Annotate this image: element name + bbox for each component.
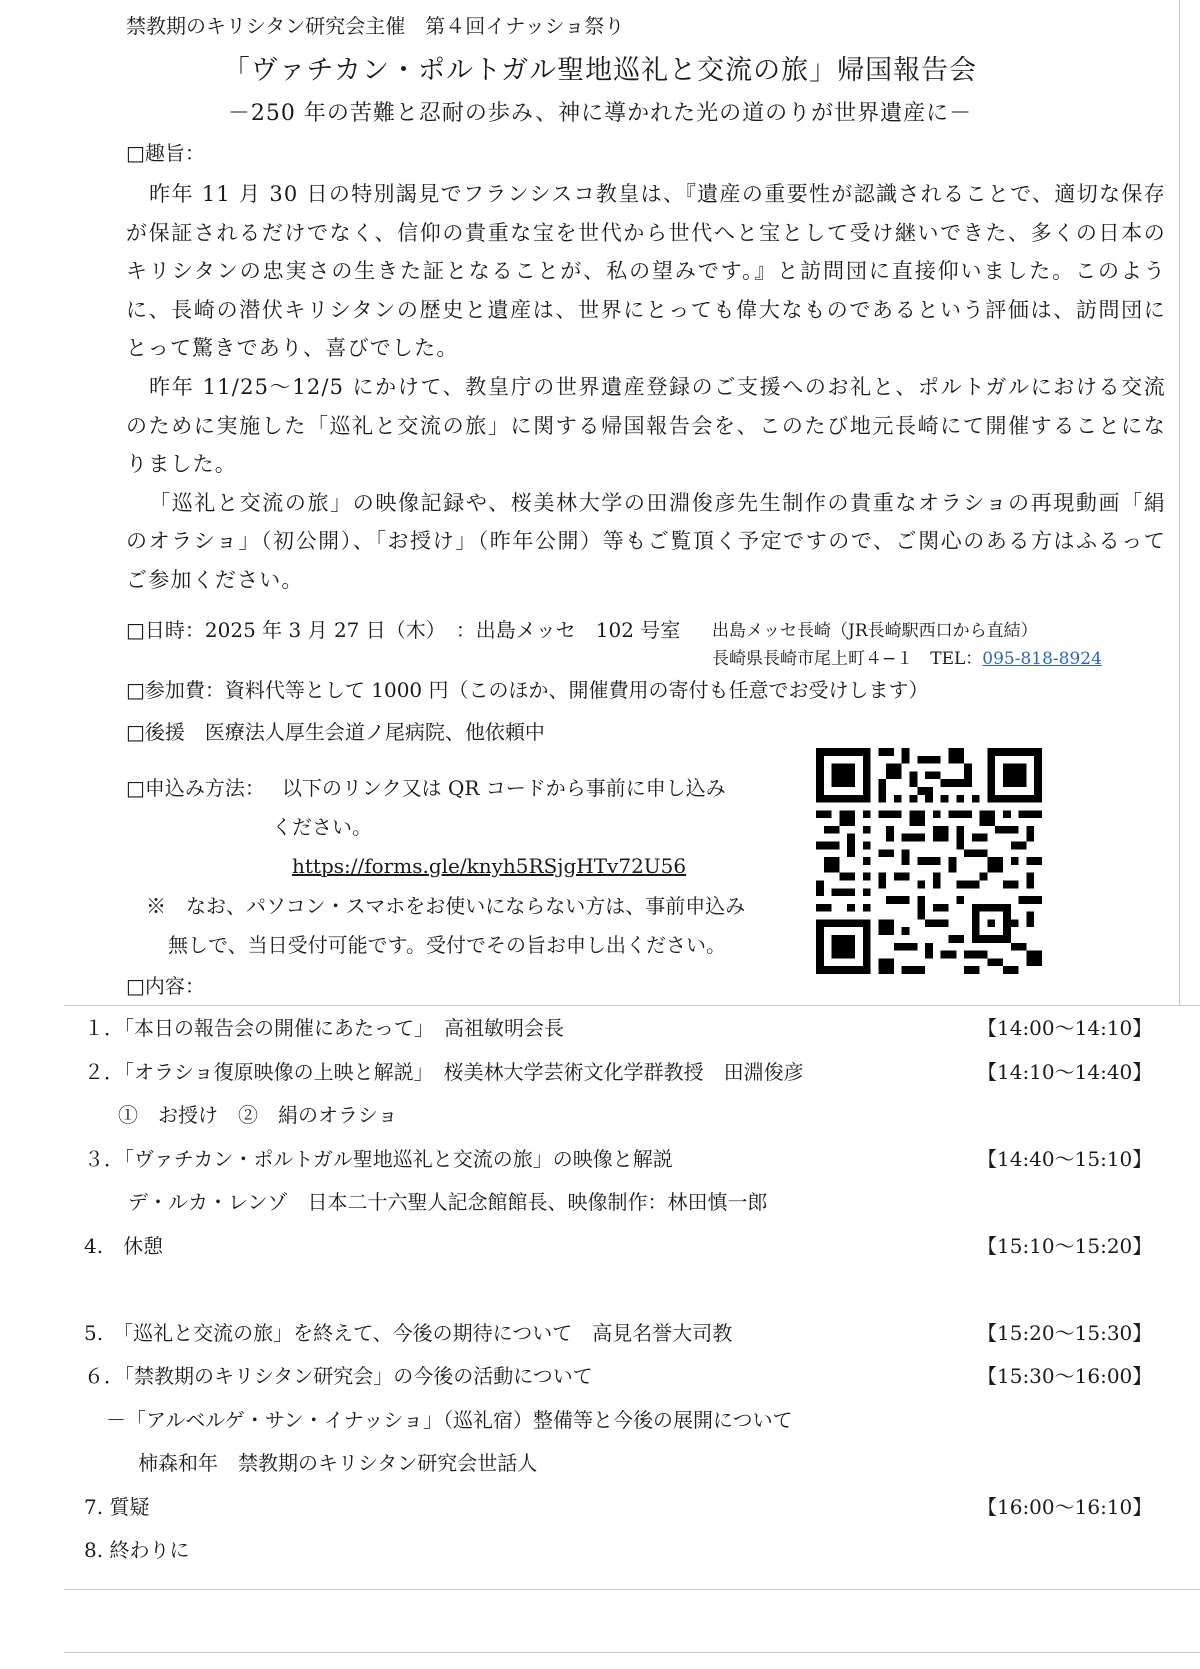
purpose-text bbox=[126, 175, 1166, 600]
program-time-5: 【15:20〜15:30】 bbox=[977, 1321, 1153, 1345]
contents-label: □内容： bbox=[126, 974, 205, 998]
program-item-8: 8. 終わりに bbox=[84, 1538, 190, 1562]
support-line: □後援 医療法人厚生会道ノ尾病院、他依頼中 bbox=[126, 720, 545, 744]
program-time-2: 【14:10〜14:40】 bbox=[977, 1060, 1153, 1084]
application-note-1: ※ なお、パソコン・スマホをお使いにならない方は、事前申込み bbox=[146, 894, 746, 918]
qr-code[interactable] bbox=[816, 748, 1042, 974]
program-item-1: １．「本日の報告会の開催にあたって」 高祖敏明会長 bbox=[84, 1016, 564, 1040]
application-note-2: 無しで、当日受付可能です。受付でその旨お申し出ください。 bbox=[168, 933, 726, 957]
event-subtitle: －250 年の苦難と忍耐の歩み、神に導かれた光の道のりが世界遺産に－ bbox=[227, 101, 973, 126]
program-item-6: ６．「禁教期のキリシタン研究会」の今後の活動について bbox=[84, 1364, 593, 1388]
venue-name: 出島メッセ長崎（JR長崎駅西口から直結） bbox=[712, 621, 1038, 641]
form-link[interactable]: https://forms.gle/knyh5RSjgHTv72U56 bbox=[292, 854, 687, 878]
venue-address bbox=[712, 651, 1102, 668]
program-item-6-sub-2: 柿森和年 禁教期のキリシタン研究会世話人 bbox=[138, 1451, 538, 1475]
program-time-7: 【16:00〜16:10】 bbox=[977, 1495, 1153, 1519]
program-item-7: 7. 質疑 bbox=[84, 1495, 150, 1519]
program-time-1: 【14:00〜14:10】 bbox=[977, 1016, 1153, 1040]
application-url[interactable] bbox=[292, 856, 686, 876]
venue-address-text: 長崎県長崎市尾上町４−１ TEL： bbox=[712, 649, 983, 669]
program-item-5: 5. 「巡礼と交流の旅」を終えて、今後の期待について 高見名誉大司教 bbox=[84, 1321, 733, 1345]
program-time-6: 【15:30〜16:00】 bbox=[977, 1364, 1153, 1388]
program-time-3: 【14:40〜15:10】 bbox=[977, 1147, 1153, 1171]
purpose-label: □趣旨： bbox=[126, 141, 205, 165]
purpose-paragraph-1: 昨年 11 月 30 日の特別謁見でフランシスコ教皇は、『遺産の重要性が認識されることで、適切な保存が保証されるだけでなく、信仰の貴重な宝を世代から世代へと宝として受け継いできた、多くの日本のキリシタンの忠実さの生きた証となることが、私の望みです。』と訪問団に直接仰いました。このように、長崎の潜伏キリシタンの歴史と遺産は、世界にとっても偉大なものであるという評価は、訪問団にとって驚きであり、喜びでした。 bbox=[126, 182, 1166, 361]
program-time-4: 【15:10〜15:20】 bbox=[977, 1234, 1153, 1258]
program-item-6-sub-1: －「アルベルゲ・サン・イナッショ」（巡礼宿）整備等と今後の展開について bbox=[106, 1408, 793, 1432]
page-right-border bbox=[1179, 0, 1180, 1005]
purpose-paragraph-3: 「巡礼と交流の旅」の映像記録や、桜美林大学の田淵俊彦先生制作の貴重なオラショの再現動画「絹のオラショ」（初公開）、「お授け」（昨年公開）等もご覧頂く予定ですので、ご関心のある方はふるってご参加ください。 bbox=[126, 490, 1166, 592]
event-title: 「ヴァチカン・ポルトガル聖地巡礼と交流の旅」帰国報告会 bbox=[222, 55, 978, 86]
program-item-3-sub: デ・ルカ・レンゾ 日本二十六聖人記念館館長、映像制作：林田慎一郎 bbox=[128, 1190, 768, 1214]
tel-link[interactable]: 095-818-8924 bbox=[982, 649, 1102, 669]
application-text-1: 以下のリンク又は QR コードから事前に申し込み bbox=[282, 776, 726, 800]
bottom-empty-box bbox=[64, 1589, 1200, 1653]
application-label: □申込み方法： bbox=[126, 776, 265, 800]
datetime-label: □日時：2025 年 3 月 27 日（木） ：出島メッセ 102 号室 bbox=[126, 618, 681, 642]
program-item-4: 4. 休憩 bbox=[84, 1234, 164, 1258]
program-item-2: ２．「オラショ復原映像の上映と解説」 桜美林大学芸術文化学群教授 田淵俊彦 bbox=[84, 1060, 804, 1084]
application-text-2: ください。 bbox=[272, 815, 372, 839]
program-item-3: ３．「ヴァチカン・ポルトガル聖地巡礼と交流の旅」の映像と解説 bbox=[84, 1147, 673, 1171]
program-item-2-sub: ① お授け ② 絹のオラショ bbox=[118, 1103, 398, 1127]
organizer-line: 禁教期のキリシタン研究会主催 第４回イナッショ祭り bbox=[126, 14, 625, 38]
fee-line: □参加費：資料代等として 1000 円（このほか、開催費用の寄付も任意でお受けします） bbox=[126, 678, 929, 702]
purpose-paragraph-2: 昨年 11/25〜12/5 にかけて、教皇庁の世界遺産登録のご支援へのお礼と、ポルトガルにおける交流のために実施した「巡礼と交流の旅」に関する帰国報告会を、このたび地元長崎にて開催することになりました。 bbox=[126, 374, 1166, 477]
program-divider bbox=[64, 1005, 1200, 1006]
